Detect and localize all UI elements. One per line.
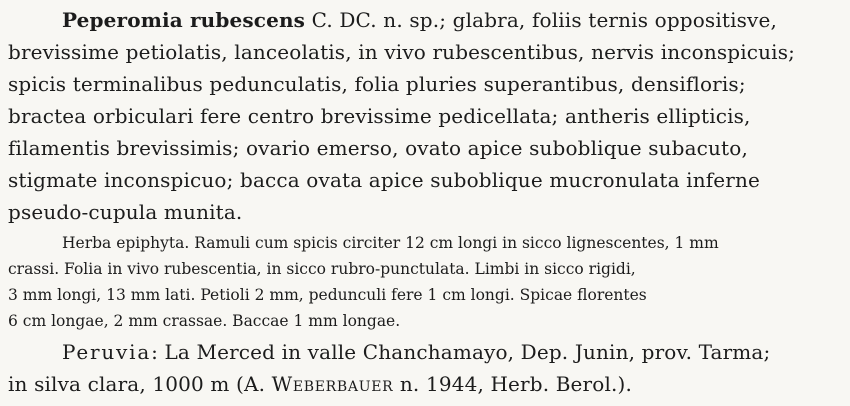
locality-text: : La Merced in valle Chanchamayo, Dep. Junin, prov. Tarma; bbox=[151, 340, 771, 364]
paragraph-3-line-1 bbox=[62, 342, 770, 362]
paragraph-1-line-7: pseudo-cupula munita. bbox=[8, 200, 243, 224]
paragraph-1-line-1 bbox=[62, 10, 777, 30]
paragraph-1-line-3: spicis terminalibus pedunculatis, folia pluries superantibus, densifloris; bbox=[8, 72, 746, 96]
paragraph-1-line-6: stigmate inconspicuo; bacca ovata apice suboblique mucronulata inferne bbox=[8, 168, 761, 192]
paragraph-2-line-1: Herba epiphyta. Ramuli cum spicis circiter 12 cm longi in sicco lignescentes, 1 mm bbox=[62, 234, 719, 252]
habitat-and-altitude: in silva clara, 1000 m (A. bbox=[8, 372, 272, 396]
paragraph-1-line-2: brevissime petiolatis, lanceolatis, in vivo rubescentibus, nervis inconspicuis; bbox=[8, 40, 796, 64]
paragraph-2-line-2: crassi. Folia in vivo rubescentia, in sicco rubro-punctulata. Limbi in sicco rigidi, bbox=[8, 260, 636, 278]
collection-number-and-herbarium: n. 1944, Herb. Berol.). bbox=[393, 372, 632, 396]
species-authority-and-description: C. DC. n. sp.; glabra, foliis ternis oppositisve, bbox=[305, 8, 777, 32]
paragraph-3-line-2 bbox=[8, 374, 632, 394]
country-name: Peruvia bbox=[62, 340, 152, 364]
collector-name: Weberbauer bbox=[271, 372, 394, 396]
paragraph-1-line-4: bractea orbiculari fere centro brevissime pedicellata; antheris ellipticis, bbox=[8, 104, 751, 128]
paragraph-2-line-3: 3 mm longi, 13 mm lati. Petioli 2 mm, pedunculi fere 1 cm longi. Spicae florentes bbox=[8, 286, 647, 304]
paragraph-1-line-5: filamentis brevissimis; ovario emerso, ovato apice suboblique subacuto, bbox=[8, 136, 748, 160]
paragraph-2-line-4: 6 cm longae, 2 mm crassae. Baccae 1 mm longae. bbox=[8, 312, 401, 330]
species-name: Peperomia rubescens bbox=[62, 8, 306, 32]
